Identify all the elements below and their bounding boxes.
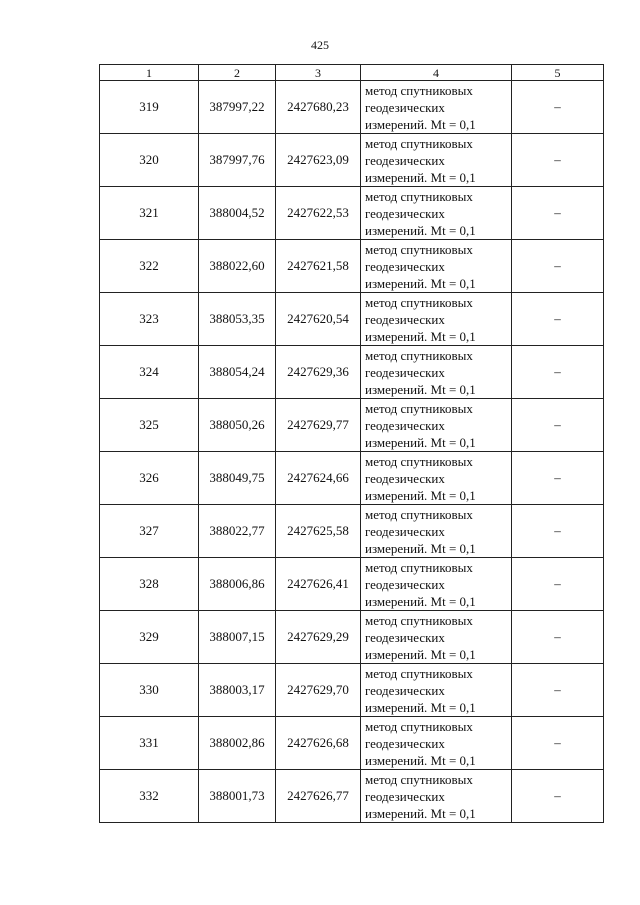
method-text-line: геодезических	[365, 311, 445, 327]
method-text-line: метод спутниковых	[365, 559, 473, 575]
point-number-cell: 324	[100, 346, 199, 399]
method-text-line: геодезических	[365, 99, 445, 115]
description-cell: –	[512, 664, 604, 717]
method-text-line: измерений. Mt = 0,1	[365, 805, 476, 821]
table-row	[100, 134, 604, 187]
method-text-line: метод спутниковых	[365, 453, 473, 469]
description-cell: –	[512, 452, 604, 505]
method-cell	[361, 452, 512, 505]
method-cell	[361, 558, 512, 611]
description-cell: –	[512, 81, 604, 134]
x-coordinate-cell: 388049,75	[199, 452, 276, 505]
method-text-line: метод спутниковых	[365, 612, 473, 628]
x-coordinate-cell: 388003,17	[199, 664, 276, 717]
table-row	[100, 770, 604, 823]
description-cell: –	[512, 611, 604, 664]
y-coordinate-cell: 2427629,70	[276, 664, 361, 717]
method-text-line: геодезических	[365, 735, 445, 751]
description-cell: –	[512, 558, 604, 611]
point-number-cell: 327	[100, 505, 199, 558]
description-cell: –	[512, 770, 604, 823]
x-coordinate-cell: 388004,52	[199, 187, 276, 240]
description-cell: –	[512, 240, 604, 293]
x-coordinate-cell: 388022,60	[199, 240, 276, 293]
column-header: 1	[100, 65, 199, 81]
table-row	[100, 664, 604, 717]
point-number-cell: 331	[100, 717, 199, 770]
y-coordinate-cell: 2427623,09	[276, 134, 361, 187]
method-text-line: измерений. Mt = 0,1	[365, 169, 476, 185]
x-coordinate-cell: 388006,86	[199, 558, 276, 611]
method-text-line: геодезических	[365, 364, 445, 380]
page-number: 425	[311, 38, 329, 52]
description-cell: –	[512, 505, 604, 558]
table-row	[100, 399, 604, 452]
y-coordinate-cell: 2427629,77	[276, 399, 361, 452]
table-row	[100, 293, 604, 346]
y-coordinate-cell: 2427625,58	[276, 505, 361, 558]
method-text-line: метод спутниковых	[365, 241, 473, 257]
x-coordinate-cell: 388007,15	[199, 611, 276, 664]
method-cell	[361, 240, 512, 293]
column-header: 4	[361, 65, 512, 81]
method-text-line: измерений. Mt = 0,1	[365, 752, 476, 768]
column-header: 2	[199, 65, 276, 81]
method-text-line: измерений. Mt = 0,1	[365, 646, 476, 662]
method-text-line: метод спутниковых	[365, 82, 473, 98]
table-row	[100, 558, 604, 611]
method-text-line: метод спутниковых	[365, 665, 473, 681]
y-coordinate-cell: 2427626,77	[276, 770, 361, 823]
column-header: 3	[276, 65, 361, 81]
point-number-cell: 320	[100, 134, 199, 187]
method-cell	[361, 346, 512, 399]
method-cell	[361, 187, 512, 240]
x-coordinate-cell: 388053,35	[199, 293, 276, 346]
table-row	[100, 187, 604, 240]
point-number-cell: 330	[100, 664, 199, 717]
method-cell	[361, 81, 512, 134]
method-text-line: измерений. Mt = 0,1	[365, 222, 476, 238]
method-text-line: метод спутниковых	[365, 400, 473, 416]
method-text-line: метод спутниковых	[365, 347, 473, 363]
point-number-cell: 321	[100, 187, 199, 240]
x-coordinate-cell: 388001,73	[199, 770, 276, 823]
y-coordinate-cell: 2427621,58	[276, 240, 361, 293]
description-cell: –	[512, 187, 604, 240]
table-row	[100, 81, 604, 134]
method-text-line: геодезических	[365, 682, 445, 698]
method-text-line: геодезических	[365, 470, 445, 486]
method-cell	[361, 611, 512, 664]
method-cell	[361, 134, 512, 187]
description-cell: –	[512, 399, 604, 452]
description-cell: –	[512, 346, 604, 399]
point-number-cell: 328	[100, 558, 199, 611]
description-cell: –	[512, 293, 604, 346]
x-coordinate-cell: 387997,22	[199, 81, 276, 134]
method-text-line: метод спутниковых	[365, 294, 473, 310]
method-text-line: измерений. Mt = 0,1	[365, 381, 476, 397]
table-row	[100, 505, 604, 558]
method-text-line: геодезических	[365, 788, 445, 804]
column-header: 5	[512, 65, 604, 81]
table-row	[100, 240, 604, 293]
y-coordinate-cell: 2427622,53	[276, 187, 361, 240]
method-text-line: измерений. Mt = 0,1	[365, 275, 476, 291]
x-coordinate-cell: 388022,77	[199, 505, 276, 558]
method-text-line: геодезических	[365, 205, 445, 221]
point-number-cell: 329	[100, 611, 199, 664]
y-coordinate-cell: 2427624,66	[276, 452, 361, 505]
description-cell: –	[512, 717, 604, 770]
table-header-row	[100, 65, 604, 81]
method-text-line: измерений. Mt = 0,1	[365, 540, 476, 556]
x-coordinate-cell: 388050,26	[199, 399, 276, 452]
method-cell	[361, 770, 512, 823]
point-number-cell: 325	[100, 399, 199, 452]
method-cell	[361, 293, 512, 346]
point-number-cell: 322	[100, 240, 199, 293]
method-text-line: метод спутниковых	[365, 506, 473, 522]
table-row	[100, 717, 604, 770]
method-text-line: метод спутниковых	[365, 771, 473, 787]
method-text-line: измерений. Mt = 0,1	[365, 328, 476, 344]
method-text-line: метод спутниковых	[365, 188, 473, 204]
y-coordinate-cell: 2427626,68	[276, 717, 361, 770]
method-cell	[361, 717, 512, 770]
method-cell	[361, 399, 512, 452]
method-cell	[361, 664, 512, 717]
y-coordinate-cell: 2427620,54	[276, 293, 361, 346]
method-text-line: геодезических	[365, 152, 445, 168]
method-text-line: измерений. Mt = 0,1	[365, 699, 476, 715]
y-coordinate-cell: 2427629,36	[276, 346, 361, 399]
method-text-line: метод спутниковых	[365, 135, 473, 151]
y-coordinate-cell: 2427680,23	[276, 81, 361, 134]
method-text-line: измерений. Mt = 0,1	[365, 487, 476, 503]
x-coordinate-cell: 388002,86	[199, 717, 276, 770]
y-coordinate-cell: 2427626,41	[276, 558, 361, 611]
x-coordinate-cell: 388054,24	[199, 346, 276, 399]
method-cell	[361, 505, 512, 558]
point-number-cell: 332	[100, 770, 199, 823]
method-text-line: измерений. Mt = 0,1	[365, 116, 476, 132]
point-number-cell: 319	[100, 81, 199, 134]
method-text-line: геодезических	[365, 417, 445, 433]
method-text-line: геодезических	[365, 576, 445, 592]
method-text-line: геодезических	[365, 629, 445, 645]
point-number-cell: 326	[100, 452, 199, 505]
table-row	[100, 611, 604, 664]
method-text-line: измерений. Mt = 0,1	[365, 593, 476, 609]
table-row	[100, 452, 604, 505]
x-coordinate-cell: 387997,76	[199, 134, 276, 187]
method-text-line: геодезических	[365, 523, 445, 539]
table-row	[100, 346, 604, 399]
method-text-line: измерений. Mt = 0,1	[365, 434, 476, 450]
point-number-cell: 323	[100, 293, 199, 346]
y-coordinate-cell: 2427629,29	[276, 611, 361, 664]
description-cell: –	[512, 134, 604, 187]
coordinates-table	[99, 64, 604, 823]
method-text-line: геодезических	[365, 258, 445, 274]
method-text-line: метод спутниковых	[365, 718, 473, 734]
